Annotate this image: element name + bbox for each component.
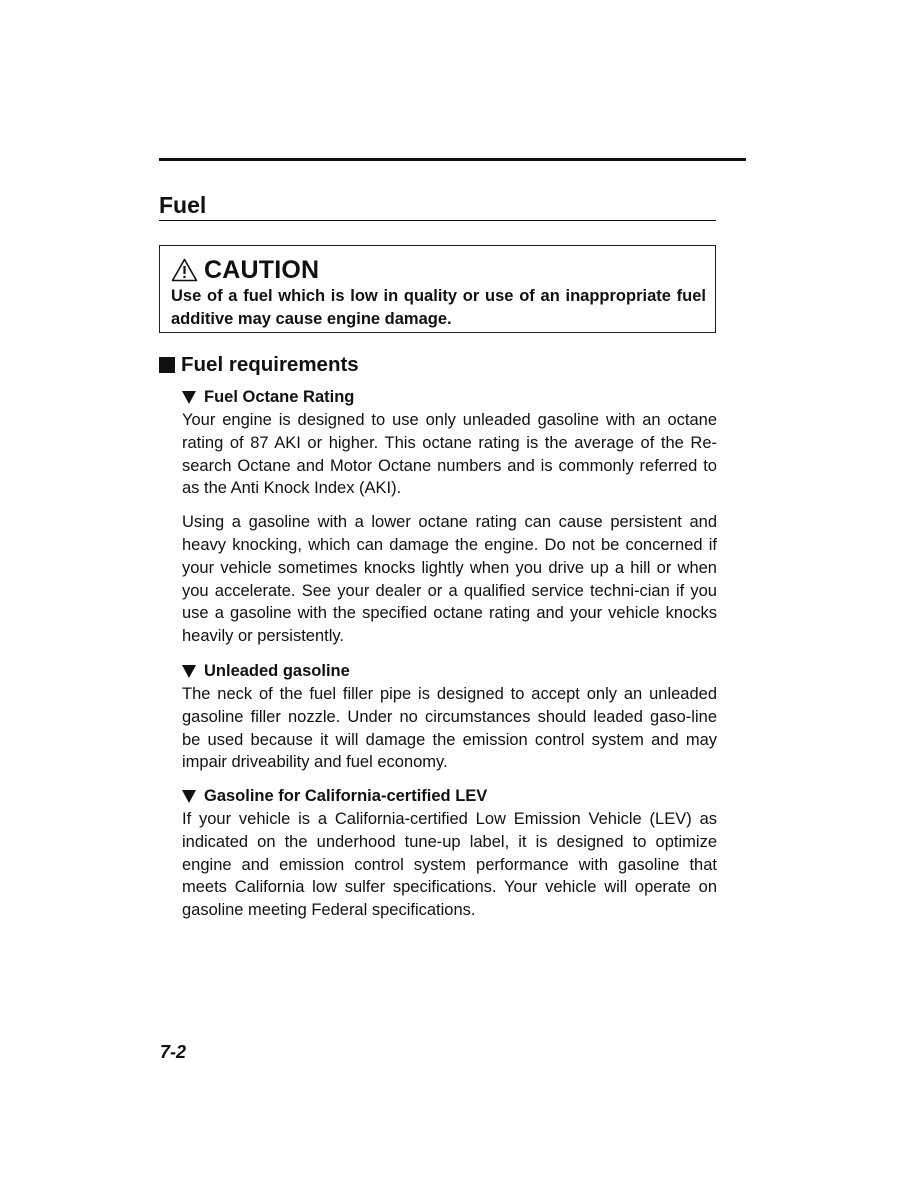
black-square-icon (159, 357, 175, 373)
chapter-title: Fuel (159, 192, 207, 218)
subsection-heading (182, 660, 717, 683)
caution-label: CAUTION (204, 256, 320, 284)
subsection-octane-rating (182, 386, 717, 648)
down-triangle-icon (182, 391, 196, 404)
paragraph: If your vehicle is a California-certified Low Emission Vehicle (LEV) as indicated on the underhood tune-up label, it is designed to optimize engine and emission control system performance with gasoline that meets California low sulfer specifications. Your vehicle will operate on gasoline meeting Federal specifications. (182, 810, 717, 920)
paragraph: Using a gasoline with a lower octane rating can cause persistent and heavy knocking, which can damage the engine. Do not be concerned if your vehicle sometimes knocks lightly when you drive up a hill or when you accelerate. See your dealer or a qualified service techni-cian if you use a gasoline with the specified octane rating and your vehicle knocks heavily or persistently. (182, 513, 717, 646)
top-rule (159, 158, 746, 161)
subsection-heading (182, 386, 717, 409)
title-underline (159, 220, 716, 221)
warning-triangle-icon (171, 258, 198, 282)
subsection-title: Fuel Octane Rating (204, 388, 355, 406)
paragraph: The neck of the fuel filler pipe is designed to accept only an unleaded gasoline filler nozzle. Under no circumstances should leaded gaso-line be used because it will damage the emission control system and may impair driveability and fuel economy. (182, 685, 717, 772)
section-header (159, 352, 359, 378)
subsection-unleaded-gasoline (182, 660, 717, 774)
subsection-heading (182, 785, 717, 808)
caution-header (171, 256, 319, 284)
down-triangle-icon (182, 665, 196, 678)
subsection-title: Unleaded gasoline (204, 662, 350, 680)
caution-box (159, 245, 716, 333)
section-title: Fuel requirements (181, 353, 359, 376)
down-triangle-icon (182, 790, 196, 803)
page-number: 7-2 (160, 1042, 187, 1062)
caution-text: Use of a fuel which is low in quality or use of an inappropriate fuel additive may cause engine damage. (171, 287, 706, 328)
subsection-title: Gasoline for California-certified LEV (204, 787, 488, 805)
paragraph: Your engine is designed to use only unleaded gasoline with an octane rating of 87 AKI or higher. This octane rating is the average of the Re-search Octane and Motor Octane numbers and is commonly referred to as the Anti Knock Index (AKI). (182, 411, 717, 498)
subsection-california-lev (182, 785, 717, 922)
